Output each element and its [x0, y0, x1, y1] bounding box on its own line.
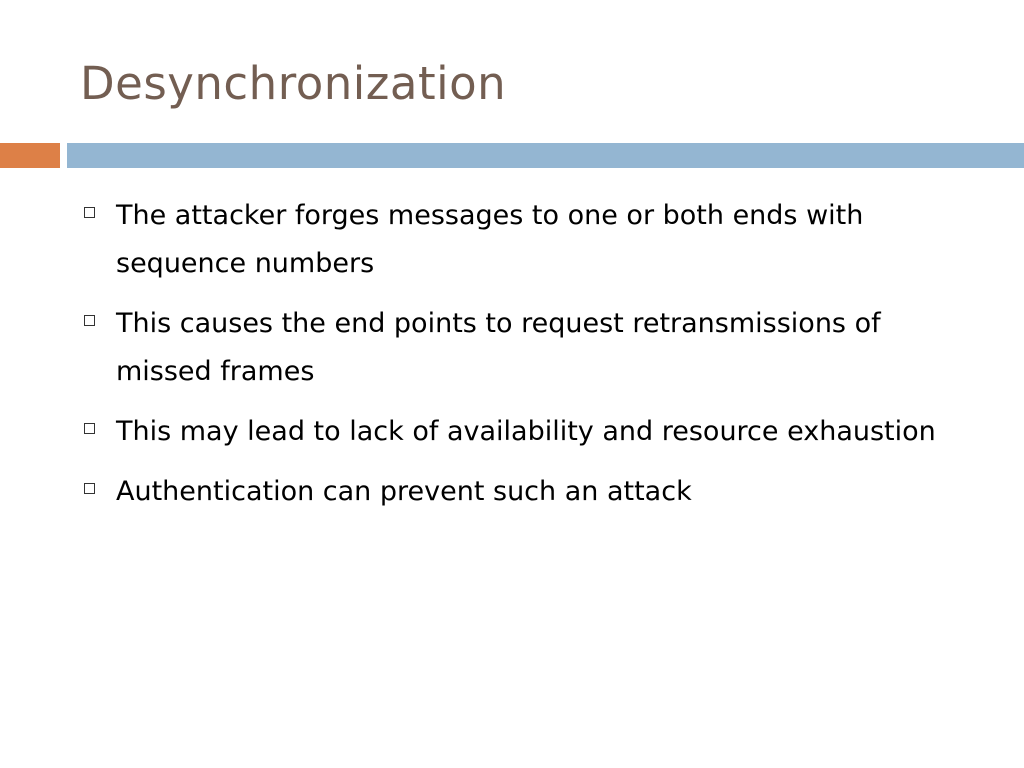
slide-title: Desynchronization — [80, 57, 507, 110]
square-bullet-icon — [84, 207, 95, 218]
bullet-item — [80, 468, 980, 516]
bullet-text: Authentication can prevent such an attack — [116, 476, 692, 507]
bullet-list — [80, 192, 980, 528]
accent-bar-orange — [0, 143, 60, 168]
accent-bar-blue — [67, 143, 1024, 168]
bullet-text: This causes the end points to request retransmissions of missed frames — [116, 308, 881, 387]
bullet-item — [80, 408, 980, 456]
square-bullet-icon — [84, 423, 95, 434]
square-bullet-icon — [84, 483, 95, 494]
bullet-text: This may lead to lack of availability and resource exhaustion — [116, 416, 936, 447]
bullet-item — [80, 300, 980, 396]
bullet-item — [80, 192, 980, 288]
square-bullet-icon — [84, 315, 95, 326]
bullet-text: The attacker forges messages to one or both ends with sequence numbers — [116, 200, 864, 279]
